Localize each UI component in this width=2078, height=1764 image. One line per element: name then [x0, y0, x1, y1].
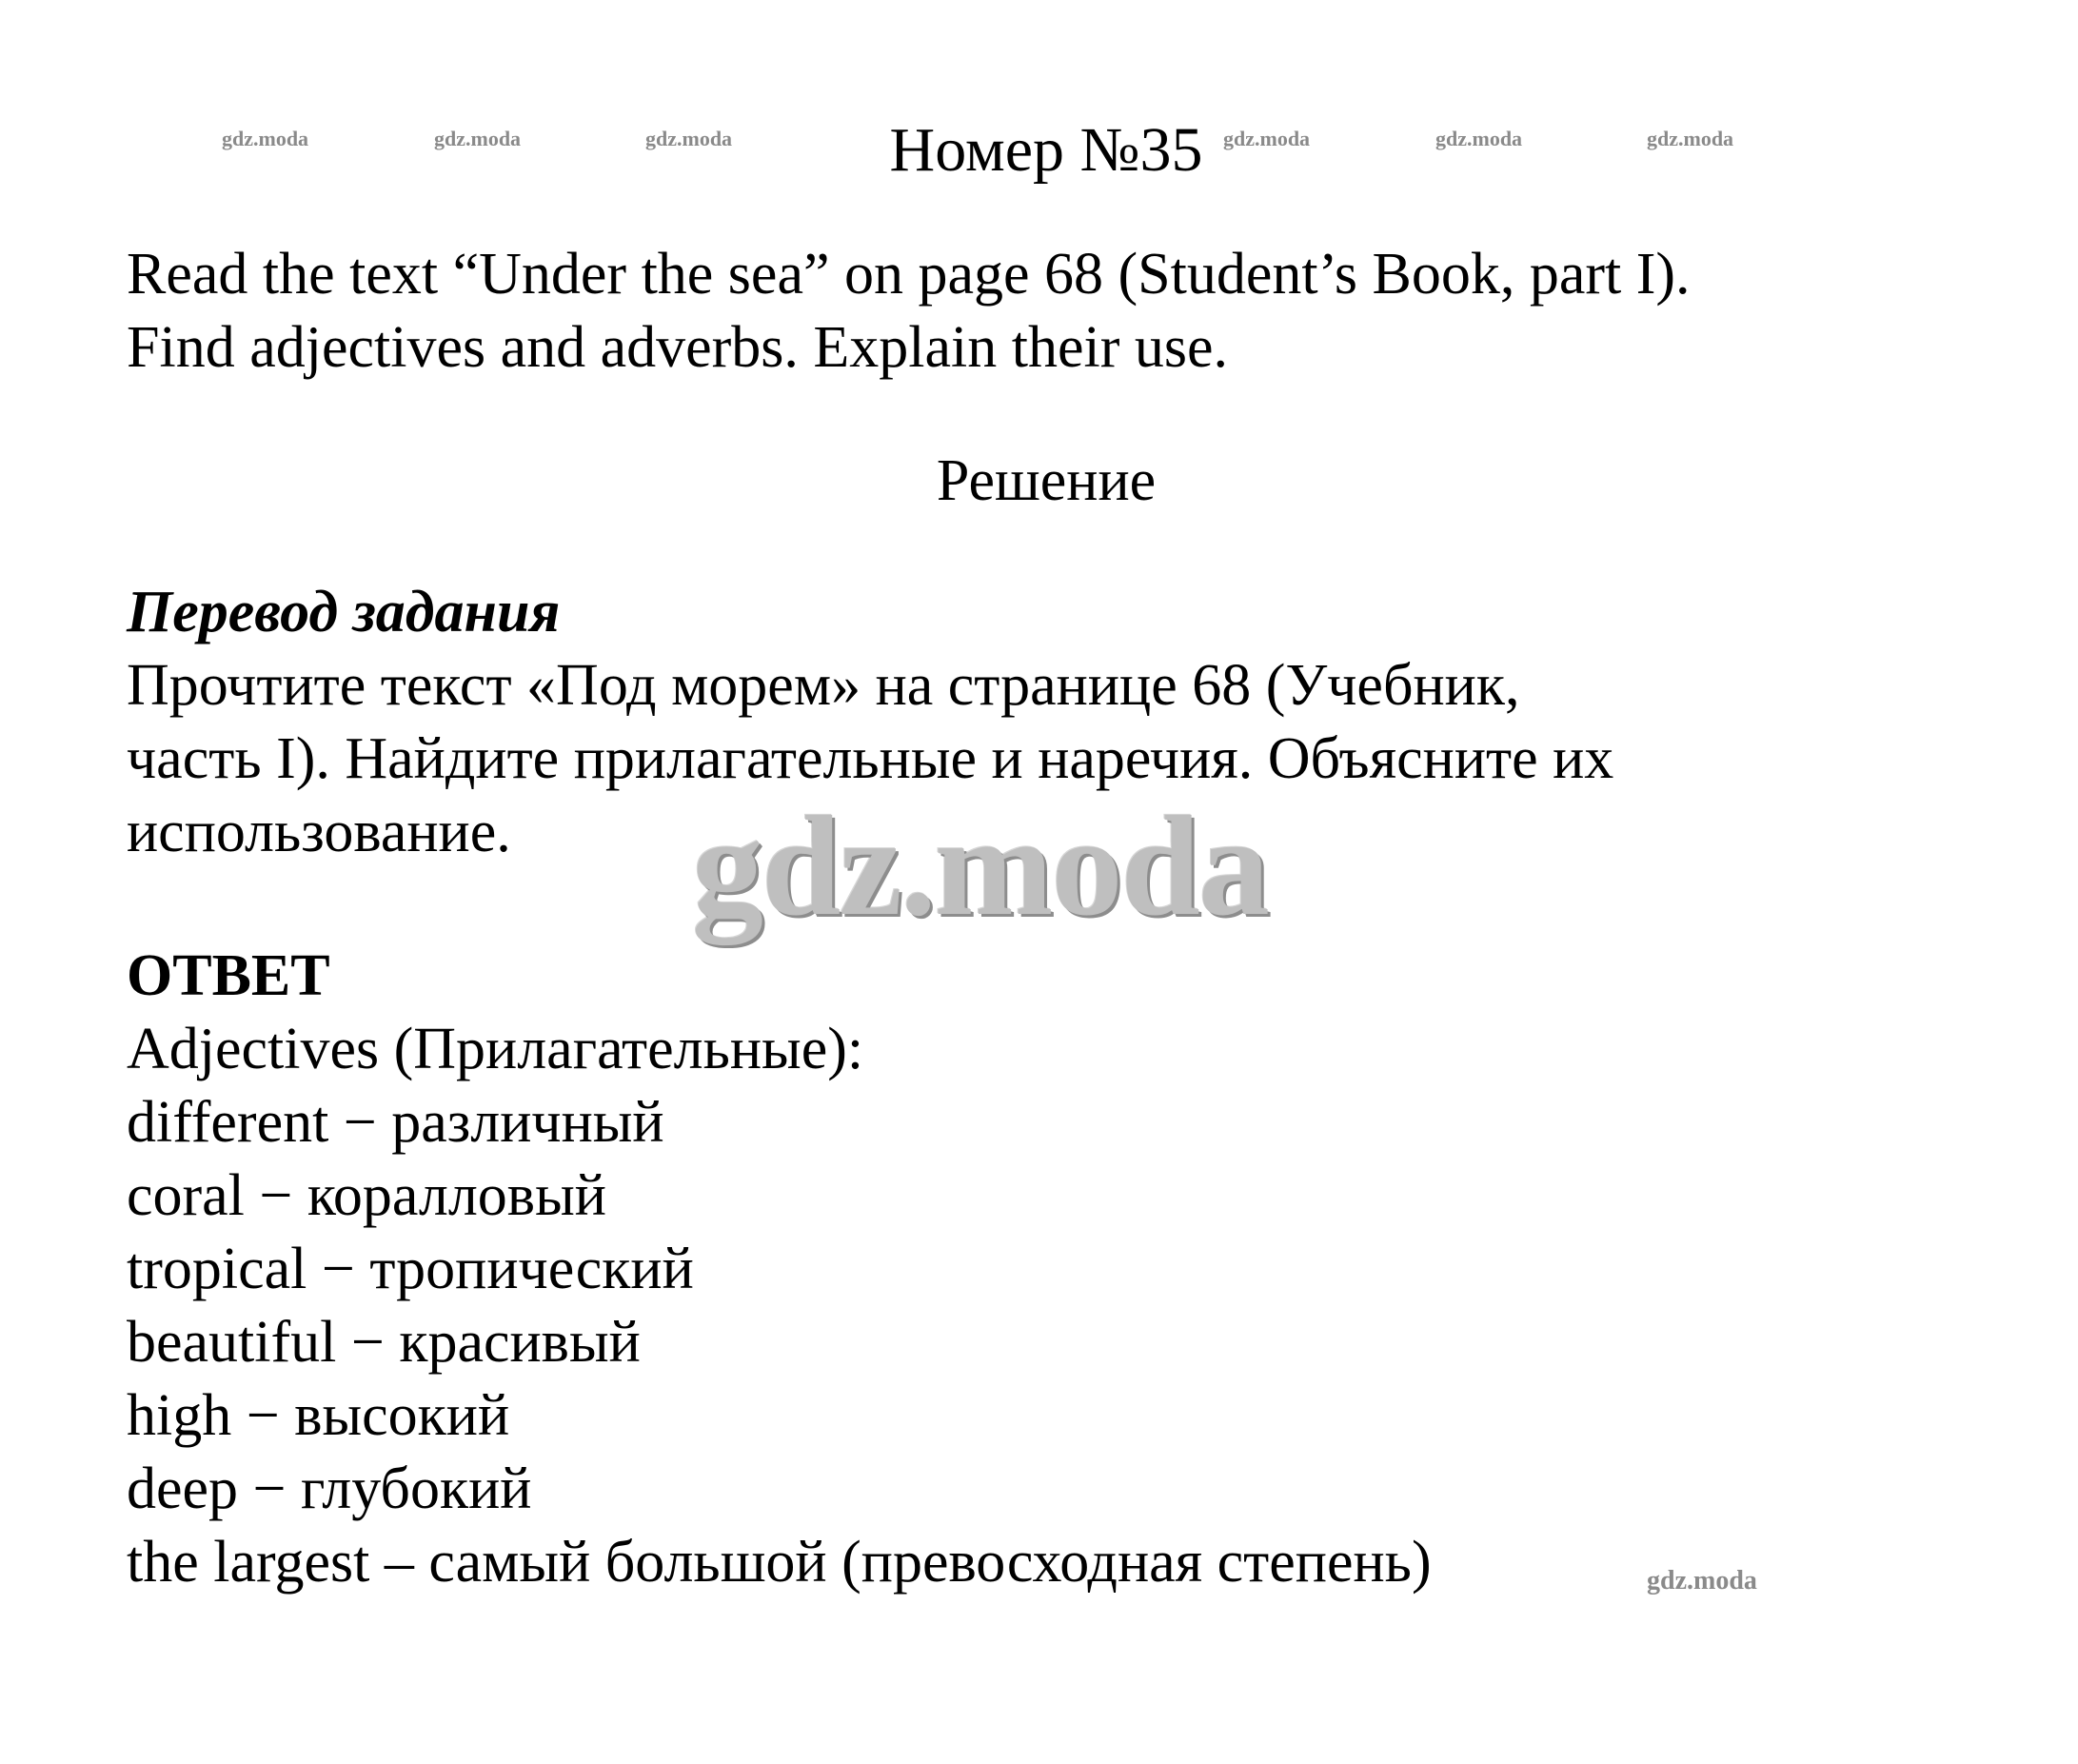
watermark-small: gdz.moda	[645, 127, 733, 150]
watermark-small: gdz.moda	[1223, 127, 1311, 150]
watermark-small: gdz.moda	[1435, 127, 1523, 150]
watermark-small: gdz.moda	[434, 127, 522, 150]
answer-item: tropical − тропический	[127, 1237, 694, 1301]
watermark-large: gdz.moda	[692, 787, 1268, 945]
translation-heading: Перевод задания	[127, 580, 561, 644]
task-text	[127, 238, 1691, 385]
translation-line: Прочтите текст «Под морем» на странице 68 (Учебник,	[127, 653, 1520, 718]
watermark-small: gdz.moda	[1647, 127, 1734, 150]
answer-item: deep − глубокий	[127, 1457, 532, 1521]
solution-heading: Решение	[936, 448, 1157, 513]
watermark-bottom: gdz.moda	[1647, 1566, 1757, 1596]
answer-item: coral − коралловый	[127, 1163, 606, 1228]
watermark-small: gdz.moda	[222, 127, 309, 150]
answer-section	[127, 940, 1432, 1599]
page-title: Номер №35	[889, 115, 1203, 185]
answer-subheading: Adjectives (Прилагательные):	[127, 1017, 864, 1081]
task-line: Find adjectives and adverbs. Explain their use.	[127, 315, 1229, 380]
answer-item: the largest – самый большой (превосходная степень)	[127, 1530, 1432, 1595]
answer-item: different − различный	[127, 1090, 664, 1155]
translation-line: использование.	[127, 800, 511, 864]
translation-line: часть I). Найдите прилагательные и наречия. Объясните их	[127, 726, 1614, 791]
answer-item: beautiful − красивый	[127, 1310, 641, 1375]
answer-item: high − высокий	[127, 1383, 510, 1448]
task-line: Read the text “Under the sea” on page 68 (Student’s Book, part I).	[127, 242, 1691, 307]
answer-heading: ОТВЕТ	[127, 943, 330, 1008]
